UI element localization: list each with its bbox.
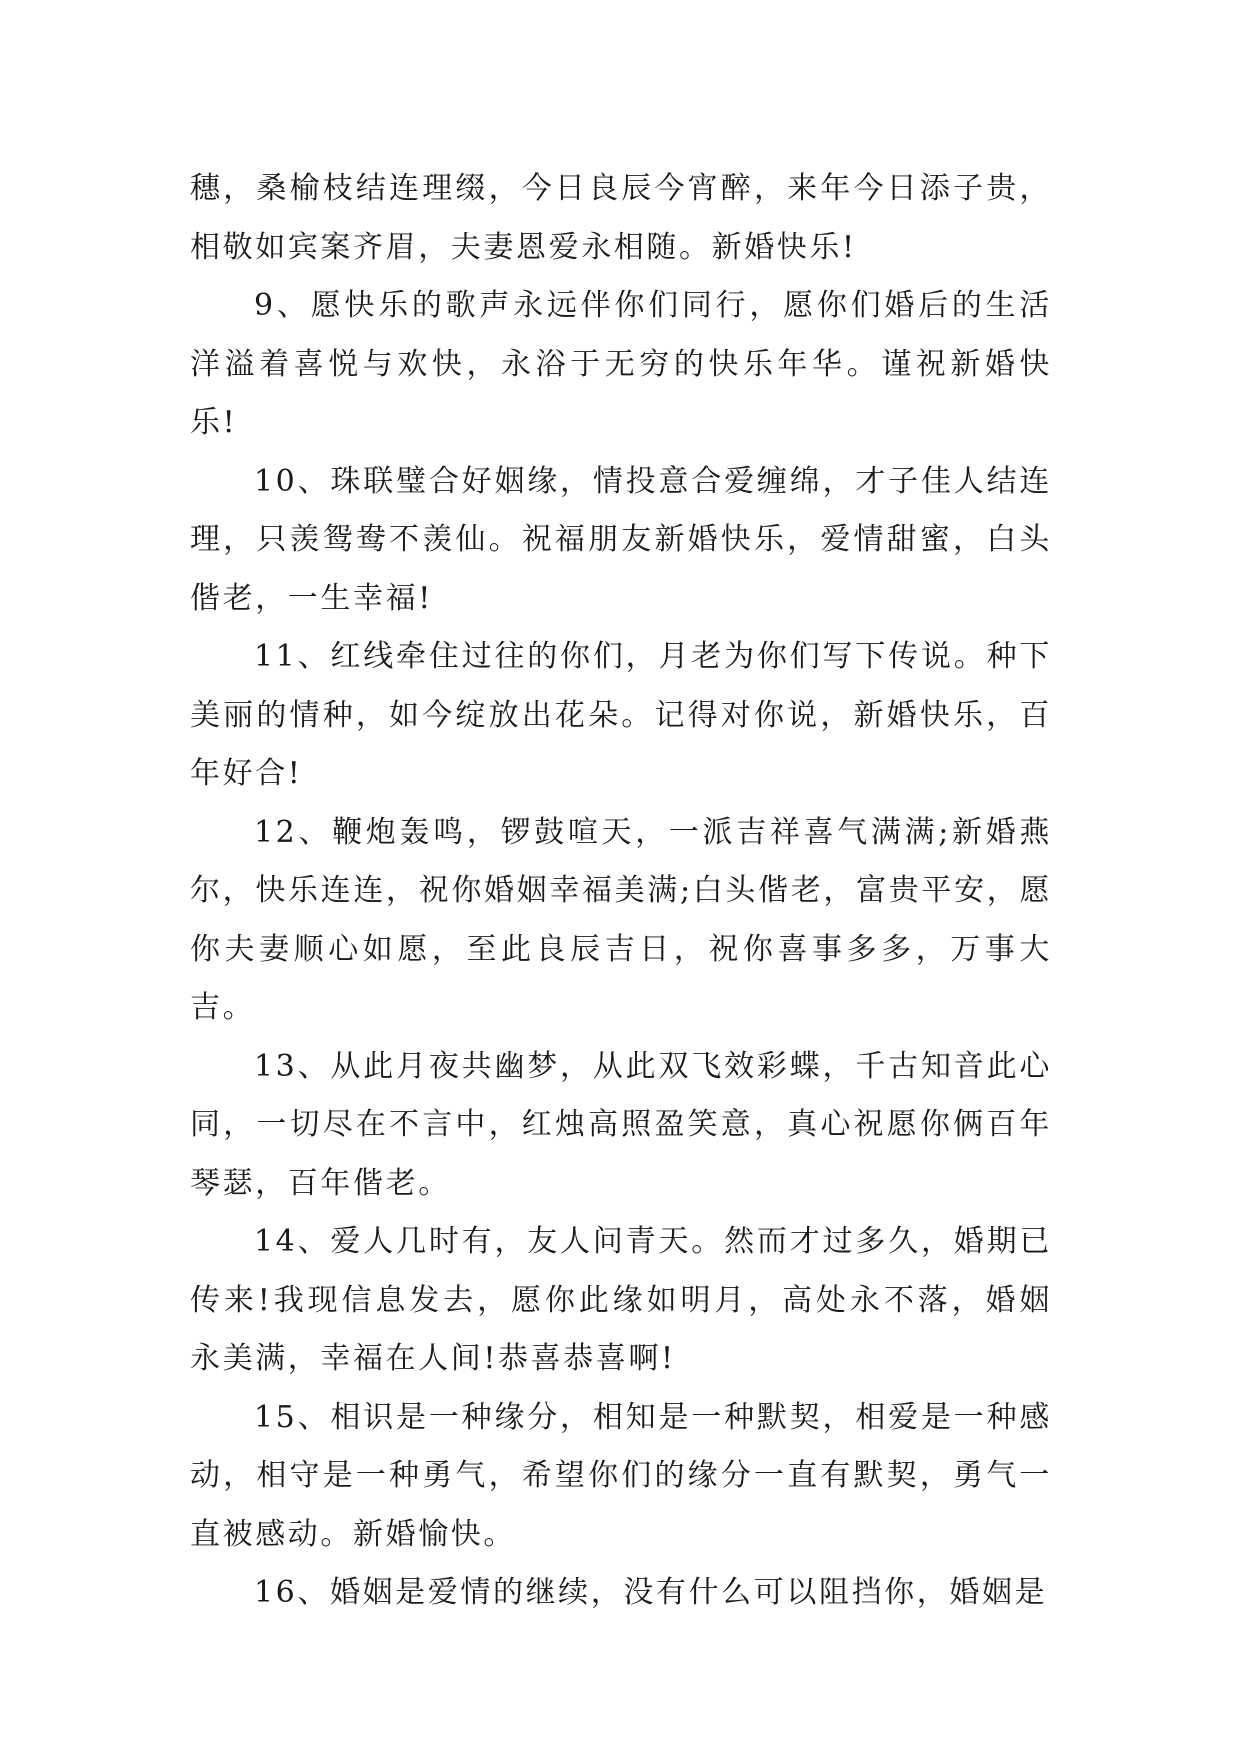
paragraph-15: 15、相识是一种缘分，相知是一种默契，相爱是一种感动，相守是一种勇气，希望你们的缘分一直有默契，勇气一直被感动。新婚愉快。 (190, 1399, 1052, 1552)
paragraph-10: 10、珠联璧合好姻缘，情投意合爱缠绵，才子佳人结连理，只羡鸳鸯不羡仙。祝福朋友新婚快乐，爱情甜蜜，白头偕老，一生幸福! (190, 463, 1052, 616)
paragraph-8-continuation: 穗，桑榆枝结连理缀，今日良辰今宵醉，来年今日添子贵，相敬如宾案齐眉，夫妻恩爱永相随。新婚快乐! (190, 171, 1052, 265)
paragraph-14: 14、爱人几时有，友人问青天。然而才过多久，婚期已传来!我现信息发去，愿你此缘如明月，高处永不落，婚姻永美满，幸福在人间!恭喜恭喜啊! (190, 1224, 1052, 1376)
paragraph-16: 16、婚姻是爱情的继续，没有什么可以阻挡你，婚姻是 (254, 1575, 1048, 1610)
paragraph-12: 12、鞭炮轰鸣，锣鼓喧天，一派吉祥喜气满满;新婚燕尔，快乐连连，祝你婚姻幸福美满;白头偕老，富贵平安，愿你夫妻顺心如愿，至此良辰吉日，祝你喜事多多，万事大吉。 (190, 814, 1052, 1025)
paragraph-11: 11、红线牵住过往的你们，月老为你们写下传说。种下美丽的情种，如今绽放出花朵。记得对你说，新婚快乐，百年好合! (190, 639, 1052, 791)
paragraph-9: 9、愿快乐的歌声永远伴你们同行，愿你们婚后的生活洋溢着喜悦与欢快，永浴于无穷的快乐年华。谨祝新婚快乐! (190, 288, 1052, 440)
document-body (190, 160, 1052, 1623)
paragraph-13: 13、从此月夜共幽梦，从此双飞效彩蝶，千古知音此心同，一切尽在不言中，红烛高照盈笑意，真心祝愿你俩百年琴瑟，百年偕老。 (190, 1048, 1052, 1201)
